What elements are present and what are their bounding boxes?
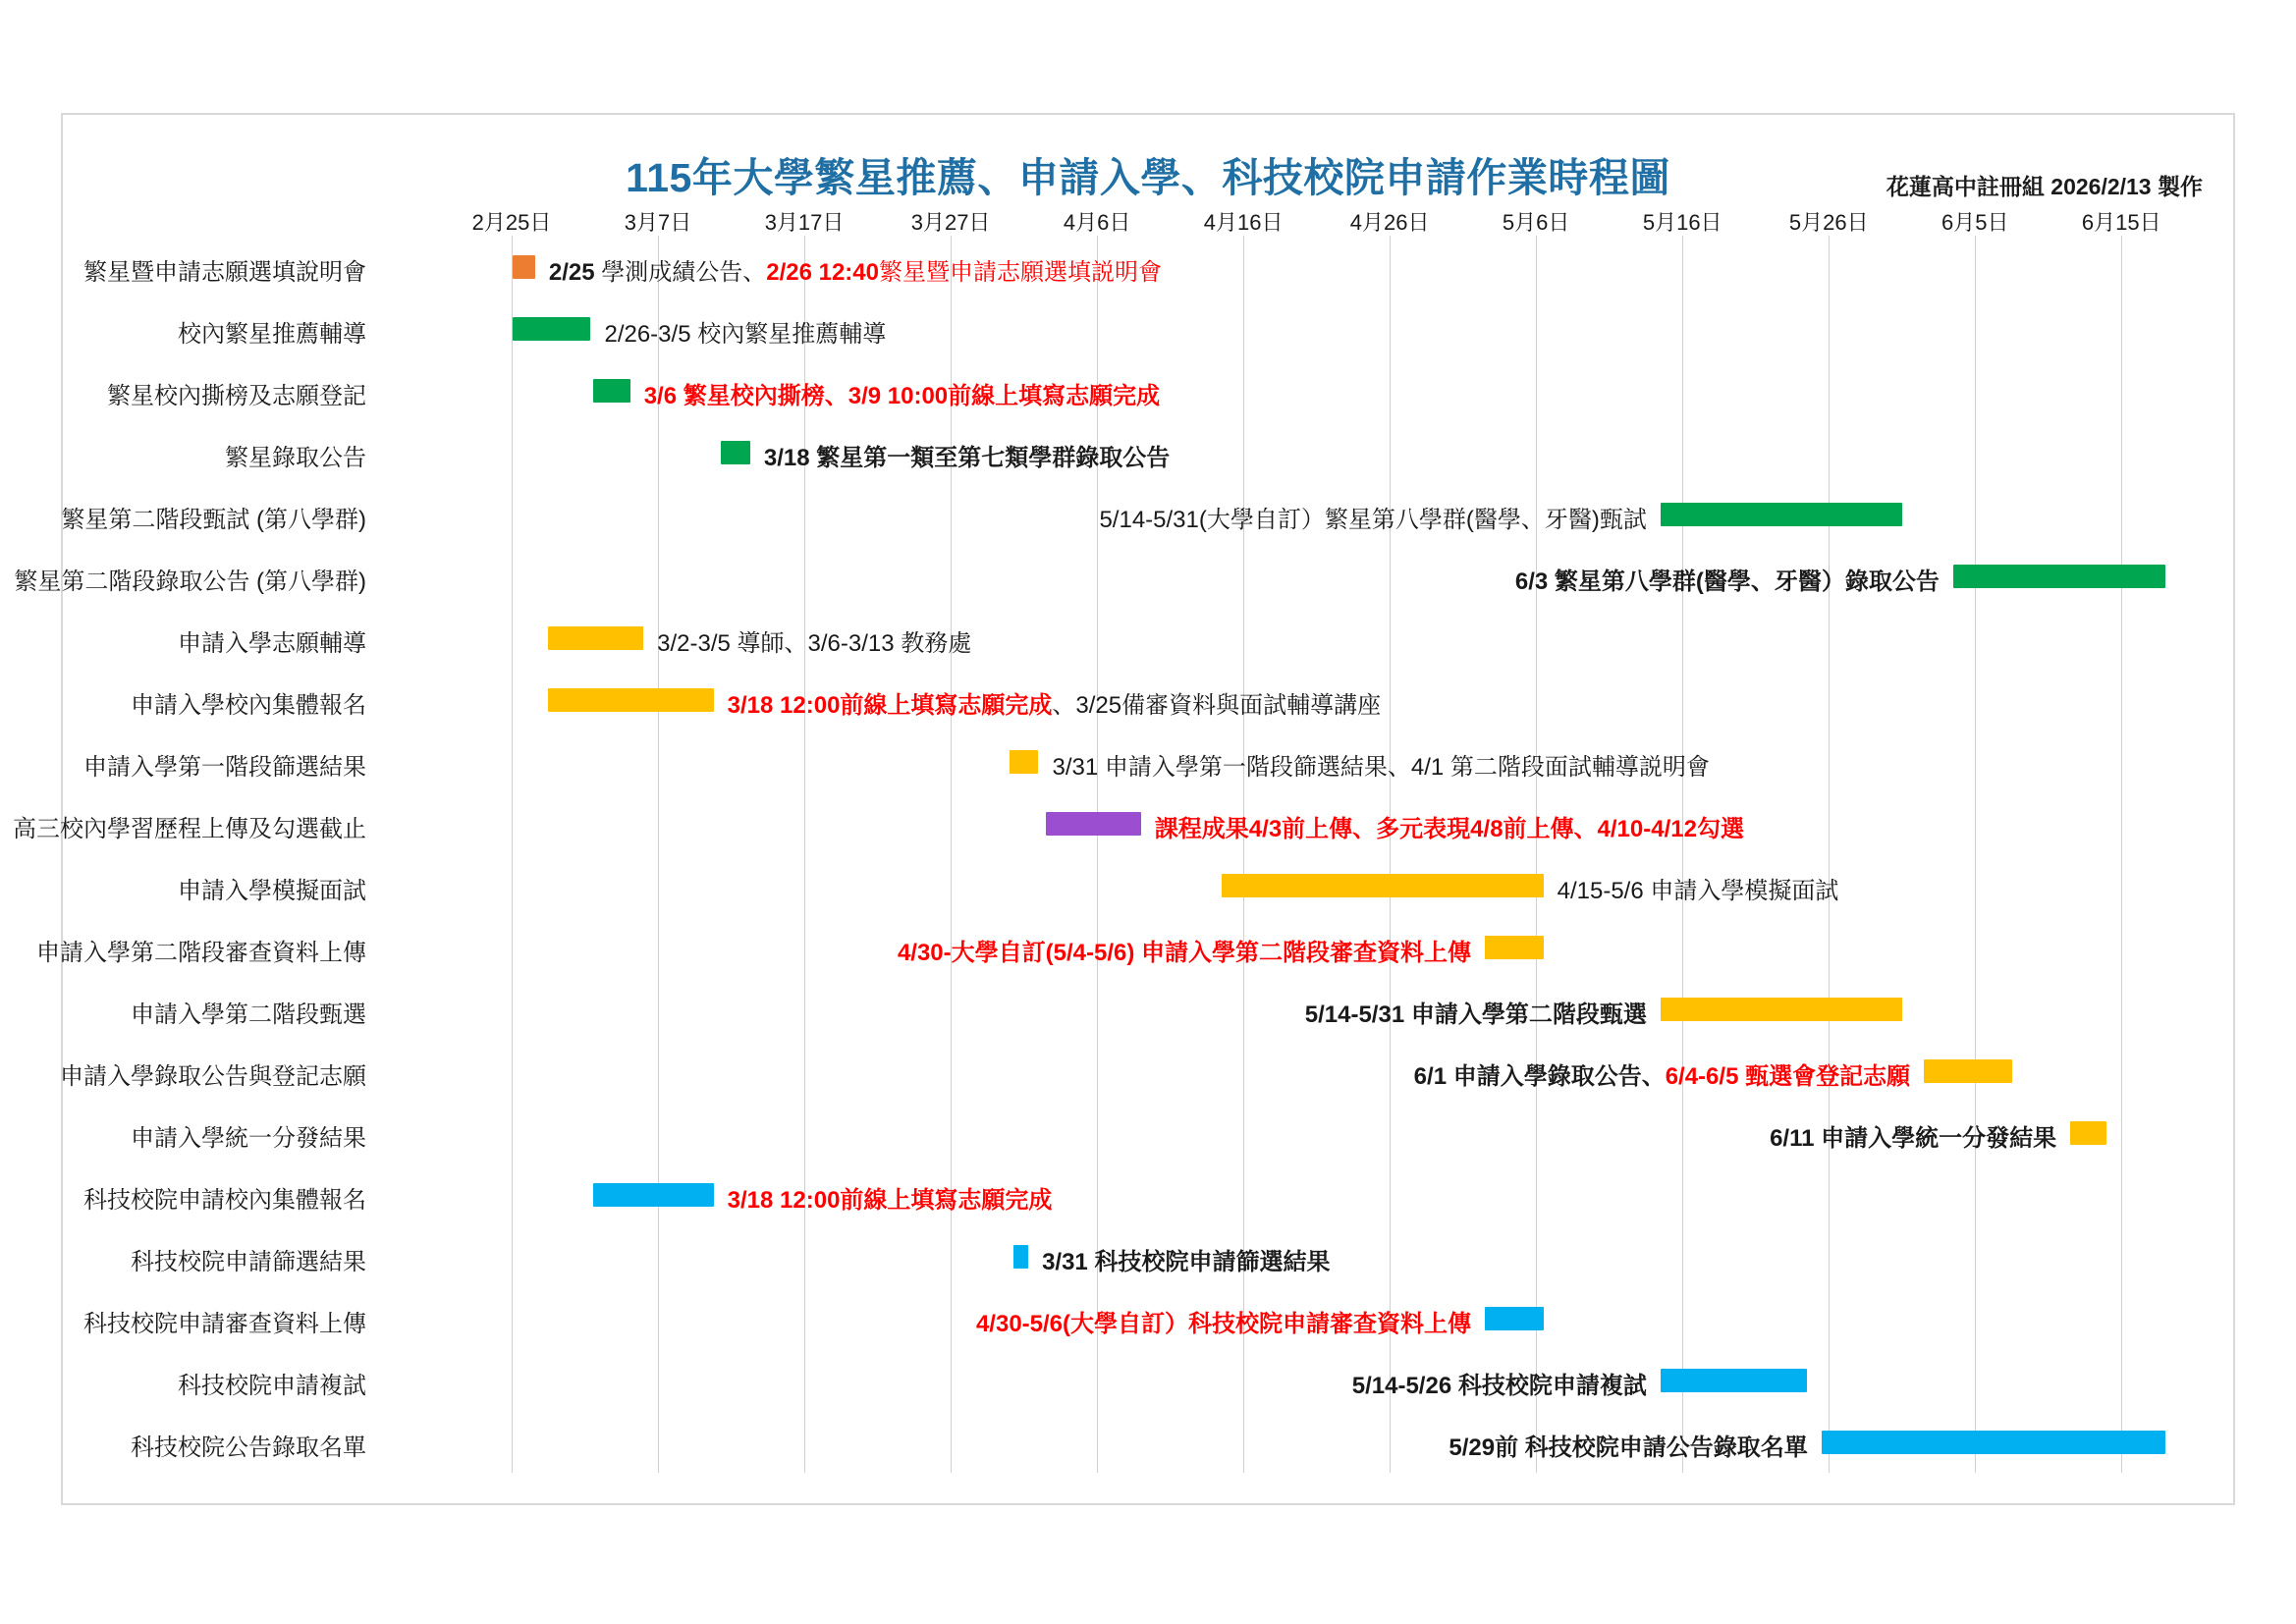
row-label: 申請入學第二階段甄選 [131, 1001, 366, 1028]
gantt-bar[interactable] [1013, 1245, 1028, 1269]
gantt-bar[interactable] [1485, 936, 1544, 959]
gantt-bar-annotation: 3/6 繁星校內撕榜、3/9 10:00前線上填寫志願完成 [643, 382, 1161, 409]
gantt-bar[interactable] [1661, 998, 1902, 1021]
row-label: 申請入學錄取公告與登記志願 [60, 1062, 366, 1090]
gantt-row [178, 854, 2165, 916]
x-axis-tick-5: 4月16日 [1203, 210, 1284, 235]
row-label: 申請入學志願輔導 [178, 629, 366, 657]
gantt-row [13, 792, 2165, 854]
gantt-bar-annotation: 2/26-3/5 校內繁星推薦輔導 [604, 320, 887, 348]
gantt-row [178, 607, 2165, 669]
row-label: 繁星暨申請志願選填說明會 [83, 258, 366, 286]
gantt-bar-annotation: 5/29前 科技校院申請公告錄取名單 [1449, 1434, 1808, 1461]
row-label: 繁星校內撕榜及志願登記 [107, 382, 366, 409]
gantt-bar[interactable] [1485, 1307, 1544, 1330]
gantt-row [107, 359, 2165, 421]
gantt-bar-annotation: 3/2-3/5 導師、3/6-3/13 教務處 [657, 629, 972, 657]
row-label: 繁星第二階段錄取公告 (第八學群) [14, 568, 366, 595]
row-label: 科技校院申請篩選結果 [131, 1248, 366, 1275]
gantt-bar[interactable] [513, 255, 534, 279]
row-label: 繁星錄取公告 [225, 444, 366, 471]
row-label: 申請入學統一分發結果 [131, 1124, 366, 1152]
gantt-bar[interactable] [2070, 1121, 2106, 1145]
gantt-bar[interactable] [721, 441, 750, 464]
row-label: 高三校內學習歷程上傳及勾選截止 [13, 815, 366, 842]
gantt-bar[interactable] [1661, 503, 1902, 526]
row-label: 科技校院公告錄取名單 [131, 1434, 366, 1461]
gantt-row [60, 1040, 2165, 1102]
row-label: 科技校院申請審查資料上傳 [83, 1310, 366, 1337]
row-label: 校內繁星推薦輔導 [178, 320, 366, 348]
x-axis-tick-2: 3月17日 [764, 210, 845, 235]
gantt-bar-annotation: 2/25 學測成績公告、2/26 12:40繁星暨申請志願選填説明會 [548, 258, 1162, 286]
gantt-row [36, 916, 2165, 978]
page-title: 115年大學繁星推薦、申請入學、科技校院申請作業時程圖 [626, 155, 1670, 200]
gantt-row [131, 669, 2165, 731]
x-axis-tick-4: 4月6日 [1063, 210, 1131, 235]
row-label: 科技校院申請校內集體報名 [83, 1186, 366, 1214]
gantt-bar-annotation: 5/14-5/31 申請入學第二階段甄選 [1304, 1001, 1647, 1028]
x-axis-tick-8: 5月16日 [1642, 210, 1722, 235]
gantt-bar[interactable] [1010, 750, 1039, 774]
gantt-bar[interactable] [593, 1183, 713, 1207]
x-axis-tick-7: 5月6日 [1502, 210, 1570, 235]
gantt-row [131, 1411, 2165, 1473]
x-axis-tick-1: 3月7日 [624, 210, 692, 235]
gantt-row [178, 1349, 2165, 1411]
gantt-bar-annotation: 3/18 12:00前線上填寫志願完成、3/25備審資料與面試輔導講座 [727, 691, 1382, 719]
gantt-bar[interactable] [548, 688, 713, 712]
gantt-bar-annotation: 4/30-大學自訂(5/4-5/6) 申請入學第二階段審查資料上傳 [897, 939, 1472, 966]
x-axis-tick-labels [0, 206, 2296, 236]
gantt-row [131, 978, 2165, 1040]
gantt-row [178, 298, 2165, 359]
x-axis-tick-9: 5月26日 [1788, 210, 1869, 235]
gantt-bar-annotation: 6/11 申請入學統一分發結果 [1770, 1124, 2057, 1152]
row-label: 申請入學模擬面試 [178, 877, 366, 904]
row-label: 科技校院申請複試 [178, 1372, 366, 1399]
gantt-bar[interactable] [513, 317, 590, 341]
chart-plot-area [13, 236, 2165, 1473]
gantt-bar[interactable] [1222, 874, 1544, 897]
gantt-bar-annotation: 5/14-5/26 科技校院申請複試 [1351, 1372, 1647, 1399]
gantt-bar-annotation: 3/31 申請入學第一階段篩選結果、4/1 第二階段面試輔導説明會 [1052, 753, 1710, 781]
gantt-bar[interactable] [1953, 565, 2165, 588]
gantt-bar[interactable] [1661, 1369, 1807, 1392]
gantt-bar-annotation: 4/30-5/6(大學自訂）科技校院申請審查資料上傳 [975, 1310, 1472, 1337]
gantt-bar[interactable] [593, 379, 629, 403]
gantt-row [131, 1225, 2165, 1287]
gantt-row [131, 1102, 2165, 1164]
gantt-row [61, 483, 2165, 545]
gantt-bar-annotation: 6/1 申請入學錄取公告、6/4-6/5 甄選會登記志願 [1413, 1062, 1911, 1090]
row-label: 申請入學第二階段審查資料上傳 [36, 939, 366, 966]
gantt-row [83, 1287, 2165, 1349]
gantt-bar-annotation: 3/31 科技校院申請篩選結果 [1042, 1248, 1331, 1275]
gantt-row [83, 236, 2165, 298]
gantt-row [225, 421, 2165, 483]
x-axis-tick-0: 2月25日 [471, 210, 552, 235]
row-label: 申請入學校內集體報名 [131, 691, 366, 719]
gantt-bar-annotation: 6/3 繁星第八學群(醫學、牙醫）錄取公告 [1514, 568, 1940, 595]
x-axis-tick-10: 6月5日 [1941, 210, 2009, 235]
gantt-bar-annotation: 3/18 12:00前線上填寫志願完成 [727, 1186, 1053, 1214]
gantt-bar-annotation: 課程成果4/3前上傳、多元表現4/8前上傳、4/10-4/12勾選 [1154, 815, 1744, 842]
gantt-row [14, 545, 2165, 607]
gantt-bar[interactable] [1822, 1431, 2165, 1454]
gantt-row [83, 731, 2165, 792]
gantt-row [83, 1164, 2165, 1225]
gantt-bar-annotation: 4/15-5/6 申請入學模擬面試 [1557, 877, 1839, 904]
gantt-bar[interactable] [1046, 812, 1141, 836]
row-label: 申請入學第一階段篩選結果 [83, 753, 366, 781]
x-axis-tick-3: 3月27日 [910, 210, 991, 235]
gantt-bar-annotation: 5/14-5/31(大學自訂）繁星第八學群(醫學、牙醫)甄試 [1099, 506, 1647, 533]
row-label: 繁星第二階段甄試 (第八學群) [61, 506, 366, 533]
gantt-bar[interactable] [1924, 1059, 2011, 1083]
credit-text: 花蓮高中註冊組 2026/2/13 製作 [1886, 174, 2203, 199]
x-axis-tick-11: 6月15日 [2081, 210, 2161, 235]
gantt-bar-annotation: 3/18 繁星第一類至第七類學群錄取公告 [763, 444, 1171, 471]
gantt-bar[interactable] [548, 626, 643, 650]
x-axis-tick-6: 4月26日 [1349, 210, 1430, 235]
